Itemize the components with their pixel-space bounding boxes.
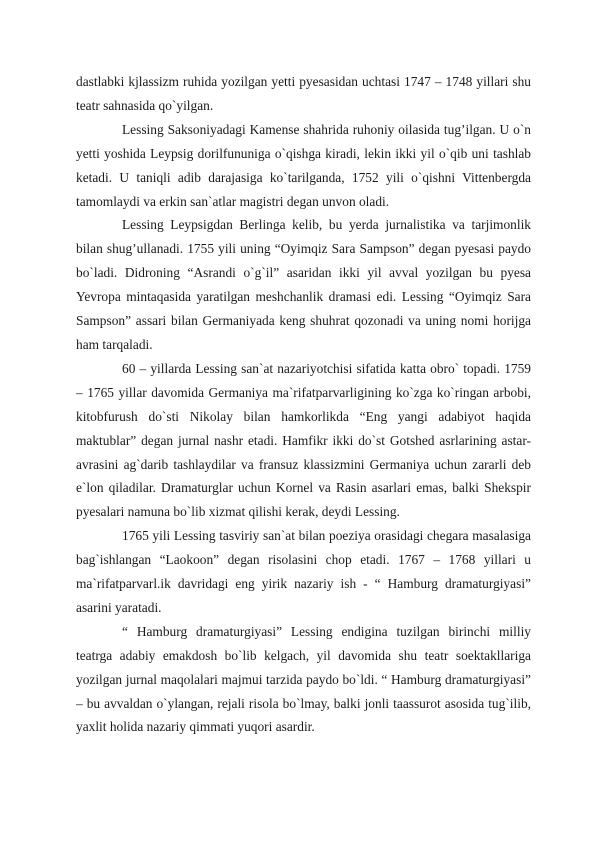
paragraph-laokoon: 1765 yili Lessing tasviriy san`at bilan poeziya orasidagi chegara masalasiga bag`ishlangan “Laokoon” degan risolasini chop etadi. 1767 – 1768 yillari u ma`rifatparvarl.ik davridagi eng yirik nazariy ish - “ Hamburg dramaturgiyasi” asarini yaratadi.: [76, 528, 531, 615]
paragraph-hamburg: “ Hamburg dramaturgiyasi” Lessing endigina tuzilgan birinchi milliy teatrga adabiy emakdosh bo`lib kelgach, yil davomida shu teatr soektakllariga yozilgan jurnal maqolalari majmui tarzida paydo bo`ldi. “ Hamburg dramaturgiyasi” – bu avvaldan o`ylangan, rejali risola bo`lmay, balki jonli taassurot asosida tug`ilib, yaxlit holida nazariy qimmati yuqori asardir.: [76, 623, 531, 735]
paragraph-biography: Lessing Saksoniyadagi Kamense shahrida ruhoniy oilasida tug’ilgan. U o`n yetti yoshida Leypsig dorilfununiga o`qishga kiradi, lekin ikki yil o`qib uni tashlab ketadi. U taniqli adib darajasiga ko`tarilganda, 1752 yili o`qishni Vittenbergda tamomlaydi va erkin san`atlar magistri degan unvon oladi.: [76, 121, 531, 209]
paragraph-sixties: 60 – yillarda Lessing san`at nazariyotchisi sifatida katta obro` topadi. 1759 – 1765 yillar davomida Germaniya ma`rifatparvarligining ko`zga ko`ringan arbobi, kitobfurush do`sti Nikolay bilan hamkorlikda “Eng yangi adabiyot haqida maktublar” degan jurnal nashr etadi. Hamfikr ikki do`st Gotshed asrlarining astar-avrasini ag`darib tashlaydilar va fransuz klassizmini Germaniya uchun zararli deb e`lon qiladilar. Dramaturglar uchun Kornel va Rasin asarlari emas, balki Shekspir pyesalari namuna bo`lib xizmat qilishi kerak, deydi Lessing.: [76, 360, 531, 520]
paragraph-berlin: Lessing Leypsigdan Berlinga kelib, bu yerda jurnalistika va tarjimonlik bilan shug’ullanadi. 1755 yili uning “Oyimqiz Sara Sampson” degan pyesasi paydo bo`ladi. Didroning “Asrandi o`g`il” asaridan ikki yil avval yozilgan bu pyesa Yevropa mintaqasida yaratilgan meshchanlik dramasi edi. Lessing “Oyimqiz Sara Sampson” assari bilan Germaniyada keng shuhrat qozonadi va uning nomi horijga ham tarqaladi.: [76, 217, 531, 352]
paragraph-continuation: dastlabki kjlassizm ruhida yozilgan yetti pyesasidan uchtasi 1747 – 1748 yillari shu teatr sahnasida qo`yilgan.: [76, 74, 531, 113]
document-page: [76, 70, 531, 739]
